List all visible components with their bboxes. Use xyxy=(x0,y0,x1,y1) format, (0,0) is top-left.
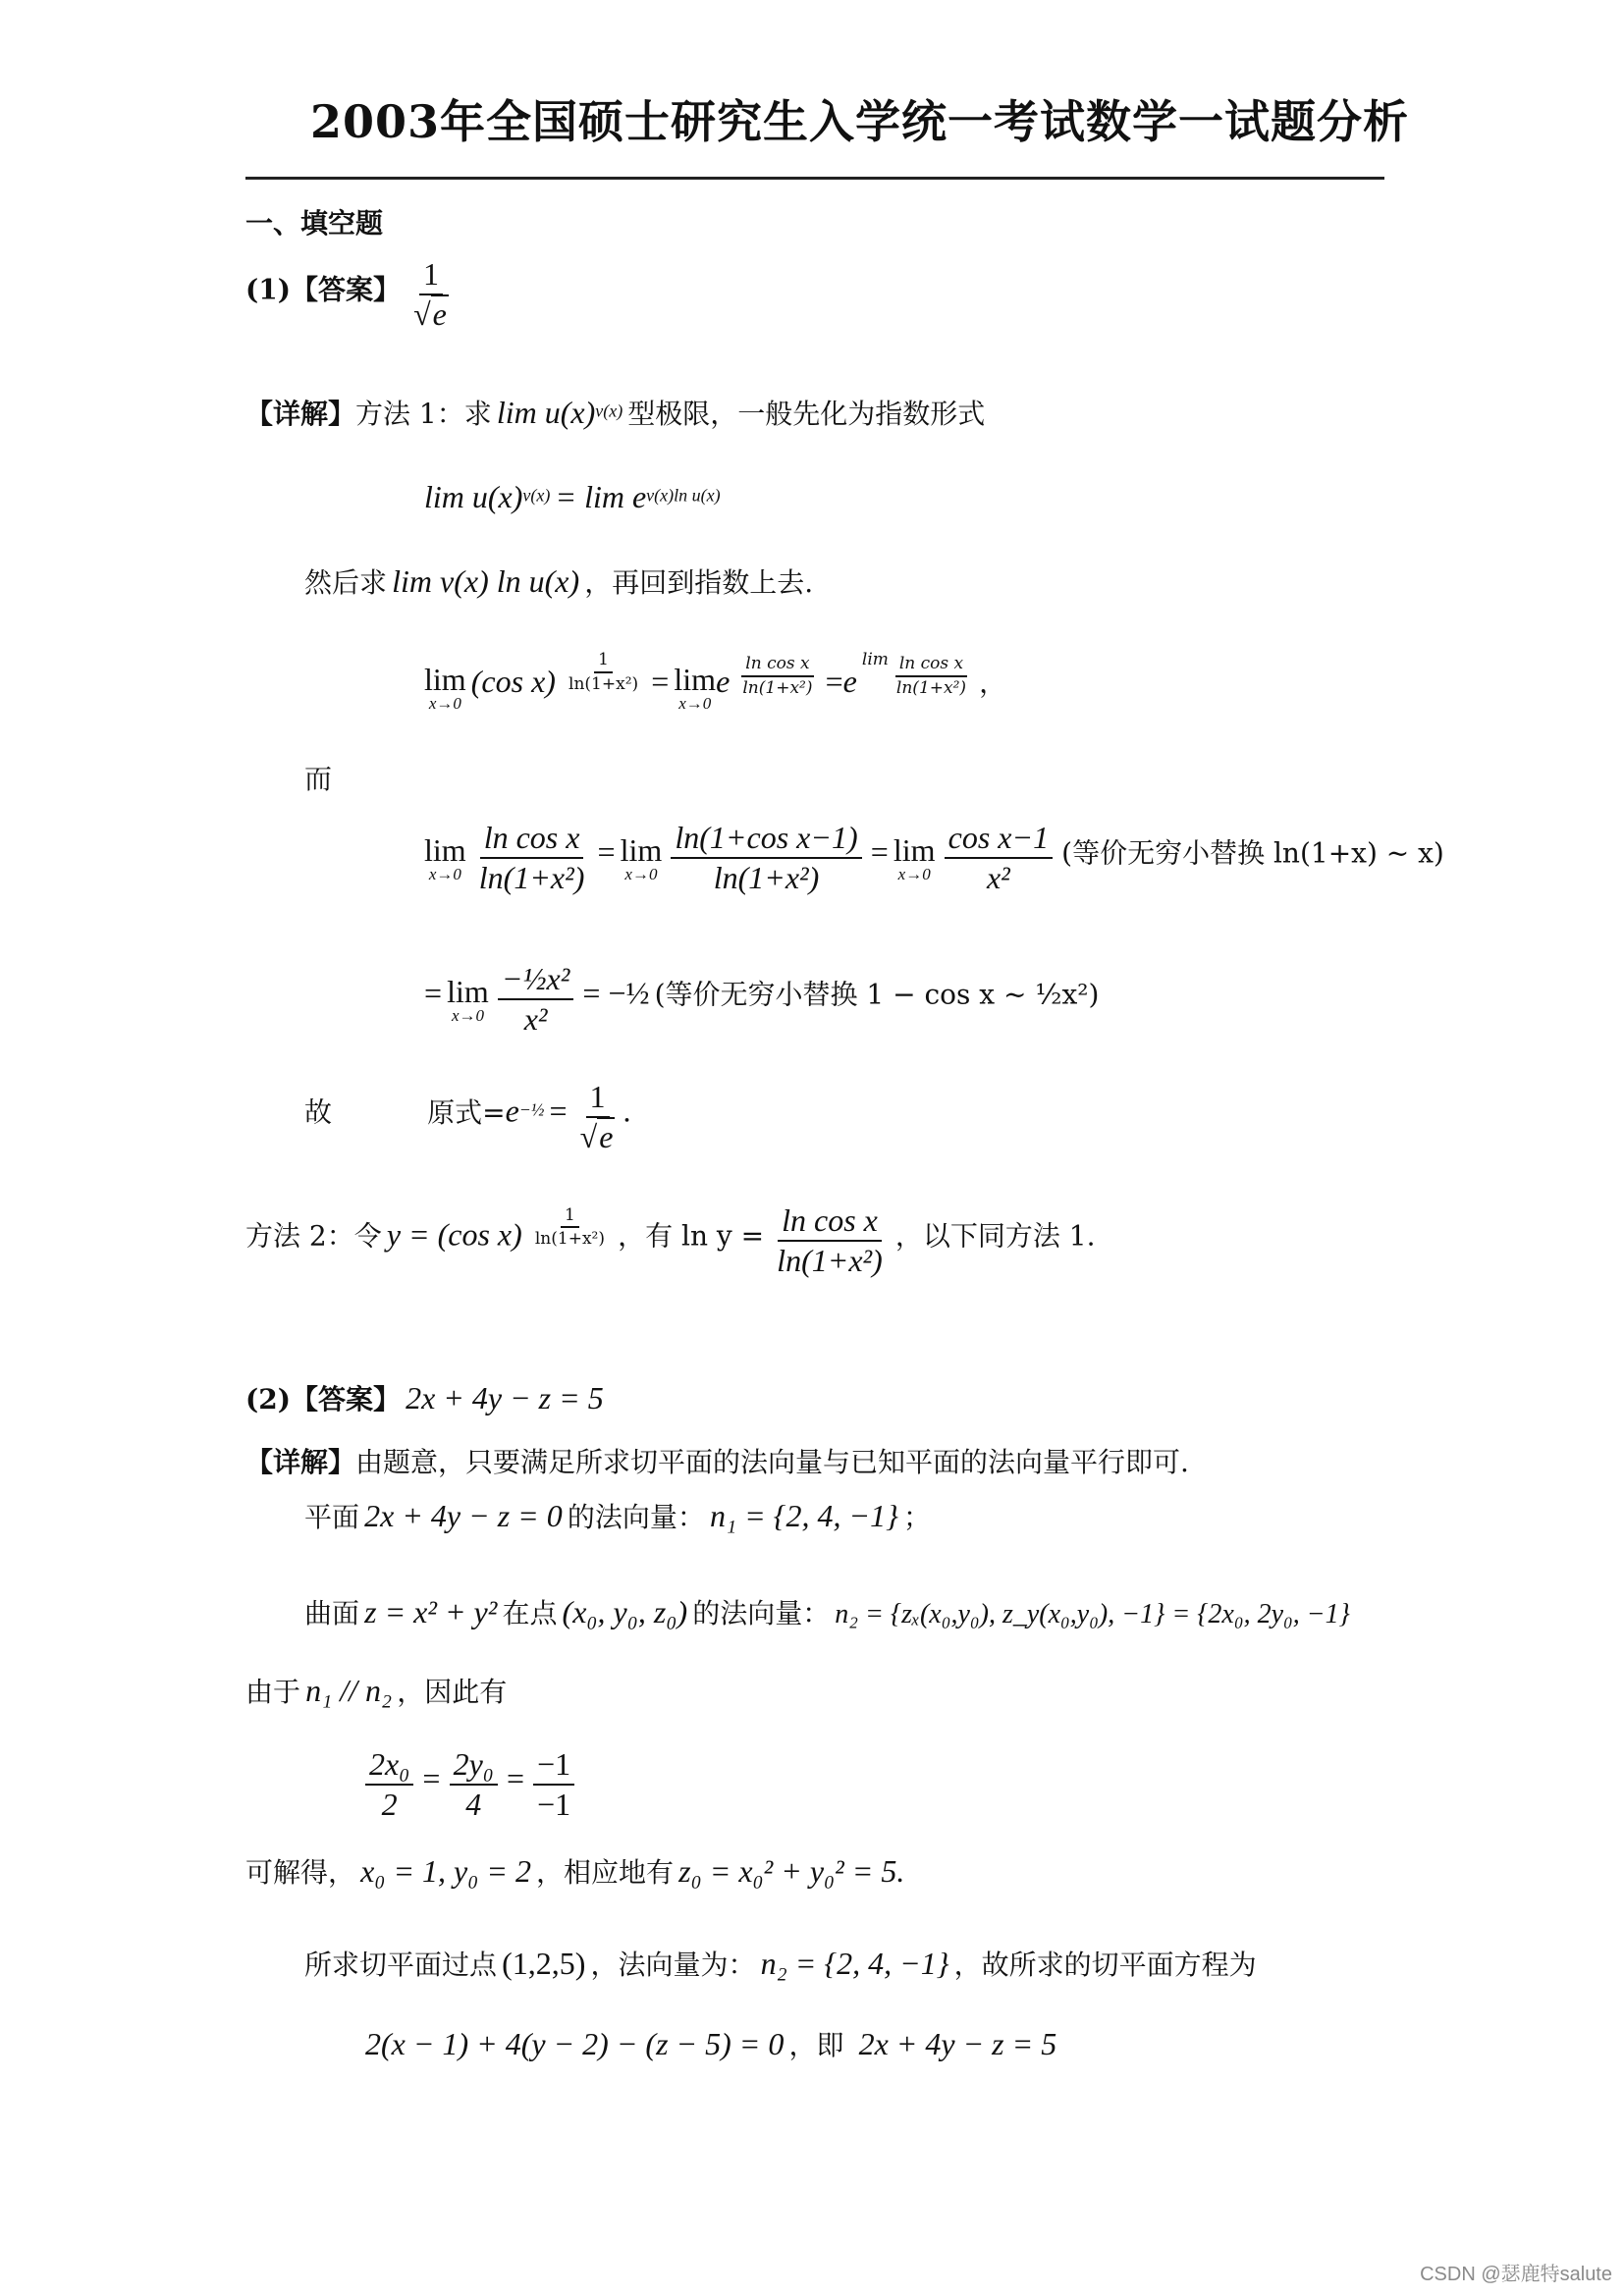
section-heading: 一、填空题 xyxy=(245,207,384,240)
problem1-method1-line: 【详解】方法 1：求 lim u(x)v(x) 型极限，一般先化为指数形式 xyxy=(245,395,986,430)
watermark: CSDN @瑟鹿特salute xyxy=(1420,2264,1612,2285)
problem2-plane: 所求切平面过点 (1,2,5) ，法向量为： n₂ = {2, 4, −1} ，故所求的切平面方程为 xyxy=(304,1946,1257,1981)
problem2-final: 2(x − 1) + 4(y − 2) − (z − 5) = 0 ，即 2x + 4y − z = 5 xyxy=(365,2026,1057,2061)
problem1-answer-fraction: $\frac{1}{√e}$ xyxy=(413,256,447,333)
problem2-detail: 【详解】由题意，只要满足所求切平面的法向量与已知平面的法向量平行即可. xyxy=(245,1446,1189,1478)
problem2-since: 由于 n₁ // n₂ ，因此有 xyxy=(245,1673,508,1708)
problem1-label: (1)【答案】 xyxy=(245,273,401,306)
eq4: = lim x→0 $\frac{\text{−½x²}}{\text{x²}}$ = −½ (等价无穷小替换 1 − cos x ~ ½x²) xyxy=(424,961,1100,1038)
page-title: 2003年全国硕士研究生入学统一考试数学一试题分析 xyxy=(310,95,1410,148)
problem1-answer xyxy=(245,257,457,332)
er-word: 而 xyxy=(304,763,333,795)
eq1: lim u(x)v(x) = lim ev(x)ln u(x) xyxy=(424,479,721,514)
problem2-line2: 曲面 z = x² + y² 在点 (x₀, y₀, z₀) 的法向量： n₂ = {zₓ(x₀,y₀), z_y(x₀,y₀), −1} = {2x₀, 2y₀, −1} xyxy=(304,1594,1350,1629)
method2-line: 方法 2：令 y = (cos x) $\frac{1}{\text{ln(1+x²)}}$ ，有 ln y = $\frac{\text{ln cos x}}{\text{ln(1+x²)}}$ ，以下同方法 1. xyxy=(245,1202,1096,1279)
ratio-equation: $\frac{\text{2x₀}}{2}$ = $\frac{\text{2y₀}}{4}$ = $\frac{-1}{-1}$ xyxy=(361,1747,578,1822)
eq3: lim x→0 $\frac{\text{ln cos x}}{\text{ln(1+x²)}}$ = lim x→0 $\frac{\text{ln(1+cos x−1)}}{\text{ln(1+x²)}}$ = lim x→0 $\frac{\text{cos x−1}}{\text{x²}}$ (等价无穷小替换 ln(1+x) ~ x) xyxy=(424,820,1444,896)
problem2-answer: (2)【答案】 2x + 4y − z = 5 xyxy=(245,1380,604,1415)
eq2: lim x→0 (cos x) $\frac{1}{\text{ln(1+x²)}}$ = lim x→0 e $\frac{\text{ln cos x}}{\text{ln(1+x²)}}$ =e lim $\frac{\text{ln cos x}}{\text{ln(1+x²)}}$ ， xyxy=(424,650,1007,713)
problem2-line1: 平面 2x + 4y − z = 0 的法向量： n₁ = {2, 4, −1} ； xyxy=(304,1498,931,1533)
detail-tag: 【详解】 xyxy=(245,398,356,430)
then-line: 然后求 lim v(x) ln u(x) ，再回到指数上去. xyxy=(304,563,814,599)
title-rule xyxy=(245,177,1384,180)
problem2-solve: 可解得， x₀ = 1, y₀ = 2 ，相应地有 z₀ = x₀² + y₀² = 5. xyxy=(245,1853,905,1889)
conclusion-line: 故 原式=e−½ = $\frac{1}{√e}$ . xyxy=(304,1079,631,1155)
